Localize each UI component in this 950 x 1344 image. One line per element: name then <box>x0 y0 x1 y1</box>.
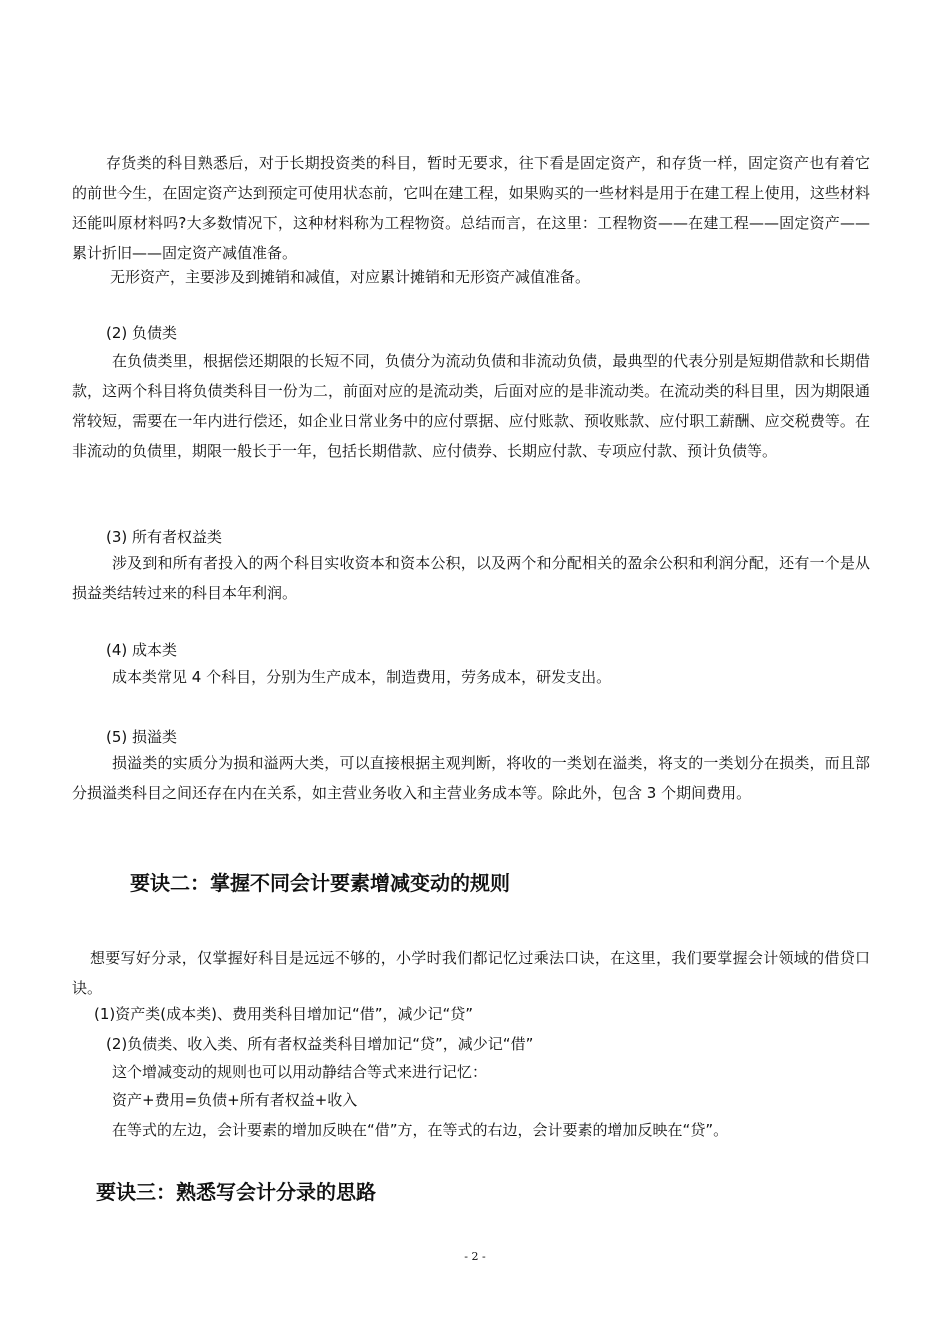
tip2-rule-assets: (1)资产类(成本类)、费用类科目增加记“借”，减少记“贷” <box>94 1005 474 1023</box>
tip2-rule-note: 这个增减变动的规则也可以用动静结合等式来进行记忆： <box>112 1063 488 1081</box>
section-heading-cost: (4) 成本类 <box>106 641 178 659</box>
tip2-heading: 要诀二：掌握不同会计要素增减变动的规则 <box>130 871 510 895</box>
section-body-profit-loss: 损溢类的实质分为损和溢两大类，可以直接根据主观判断，将收的一类划在溢类，将支的一类划分在损类，而且部分损溢类科目之间还存在内在关系，如主营业务收入和主营业务成本等。除此外，包含 3 个期间费用。 <box>72 754 870 802</box>
page-number: - 2 - <box>464 1250 486 1263</box>
tip2-explain: 在等式的左边，会计要素的增加反映在“借”方，在等式的右边，会计要素的增加反映在“贷”。 <box>112 1121 729 1139</box>
section-body-liabilities: 在负债类里，根据偿还期限的长短不同，负债分为流动负债和非流动负债，最典型的代表分别是短期借款和长期借款，这两个科目将负债类科目一份为二，前面对应的是流动类，后面对应的是非流动类。在流动类的科目里，因为期限通常较短，需要在一年内进行偿还，如企业日常业务中的应付票据、应付账款、预收账款、应付职工薪酬、应交税费等。在非流动的负债里，期限一般长于一年，包括长期借款、应付债券、长期应付款、专项应付款、预计负债等。 <box>72 352 870 460</box>
section-body-equity: 涉及到和所有者投入的两个科目实收资本和资本公积，以及两个和分配相关的盈余公积和利润分配，还有一个是从损益类结转过来的科目本年利润。 <box>72 554 870 602</box>
paragraph-fixed-assets: 存货类的科目熟悉后，对于长期投资类的科目，暂时无要求，往下看是固定资产，和存货一样，固定资产也有着它的前世今生，在固定资产达到预定可使用状态前，它叫在建工程，如果购买的一些材料是用于在建工程上使用，这些材料还能叫原材料吗?大多数情况下，这种材料称为工程物资。总结而言，在这里：工程物资——在建工程——固定资产——累计折旧——固定资产减值准备。 <box>72 154 870 262</box>
section-body-cost: 成本类常见 4 个科目，分别为生产成本，制造费用，劳务成本，研发支出。 <box>112 668 612 686</box>
tip2-equation: 资产+费用=负债+所有者权益+收入 <box>112 1091 358 1109</box>
section-heading-profit-loss: (5) 损溢类 <box>106 728 178 746</box>
section-heading-equity: (3) 所有者权益类 <box>106 528 223 546</box>
paragraph-intangible: 无形资产，主要涉及到摊销和减值，对应累计摊销和无形资产减值准备。 <box>110 268 591 286</box>
tip3-heading: 要诀三：熟悉写会计分录的思路 <box>96 1180 376 1204</box>
section-heading-liabilities: (2) 负债类 <box>106 324 178 342</box>
tip2-rule-liabilities: (2)负债类、收入类、所有者权益类科目增加记“贷”，减少记“借” <box>106 1035 534 1053</box>
tip2-intro: 想要写好分录，仅掌握好科目是远远不够的，小学时我们都记忆过乘法口诀，在这里，我们要掌握会计领域的借贷口诀。 <box>72 949 870 997</box>
